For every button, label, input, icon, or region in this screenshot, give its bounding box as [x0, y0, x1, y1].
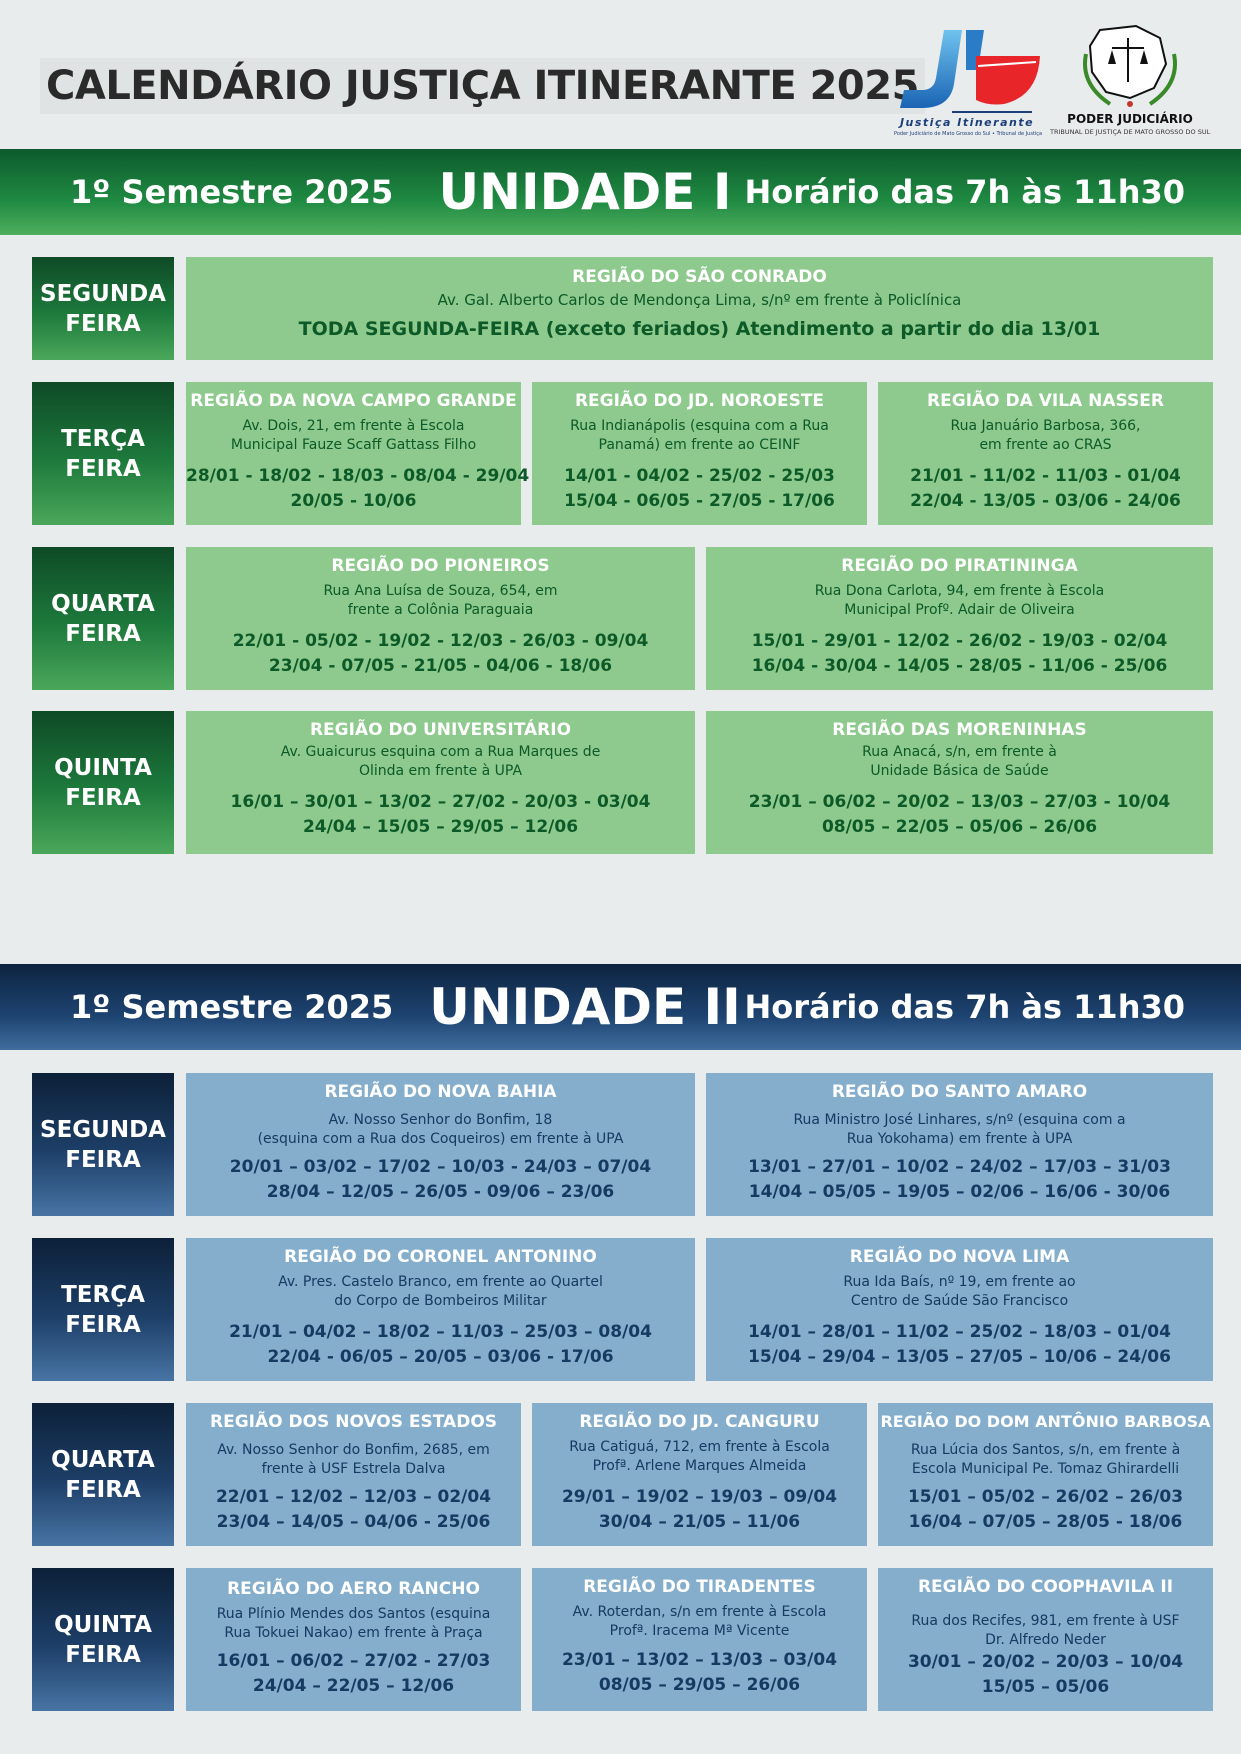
- address-line: Centro de Saúde São Francisco: [850, 1293, 1069, 1309]
- address-line: Av. Nosso Senhor do Bonfim, 18: [328, 1112, 553, 1128]
- unit2-day-tuesday: [32, 1238, 174, 1381]
- unit2-monday-region-2: [706, 1073, 1213, 1216]
- unit2-thursday-region-1: [186, 1568, 521, 1711]
- dates-line: 15/01 – 05/02 – 26/02 – 26/03: [907, 1487, 1184, 1507]
- justica-itinerante-logo: [892, 26, 1042, 142]
- unit2-tuesday-region-1: [186, 1238, 695, 1381]
- address-line: frente à USF Estrela Dalva: [261, 1461, 446, 1477]
- dates-line: 14/01 – 28/01 – 11/02 – 25/02 – 18/03 – 01/04: [748, 1322, 1171, 1342]
- unit2-day-monday: [32, 1073, 174, 1216]
- day-label: FEIRA: [65, 620, 141, 647]
- dates-line: 23/01 – 13/02 – 13/03 – 03/04: [561, 1650, 838, 1670]
- dates-line: 16/04 - 30/04 - 14/05 - 28/05 - 11/06 - 25/06: [751, 656, 1168, 676]
- unit2-day-thursday: [32, 1568, 174, 1711]
- address-line: Rua Tokuei Nakao) em frente à Praça: [224, 1625, 483, 1641]
- dates-line: 16/04 – 07/05 – 28/05 - 18/06: [908, 1512, 1183, 1532]
- dates-line: 14/04 – 05/05 – 19/05 – 02/06 – 16/06 - 30/06: [748, 1182, 1171, 1202]
- dates-line: 30/04 – 21/05 – 11/06: [598, 1512, 801, 1532]
- ji-logo-subtitle: Poder Judiciário de Mato Grosso do Sul • Tribunal de Justiça: [894, 131, 1043, 137]
- region-name: REGIÃO DOS NOVOS ESTADOS: [209, 1412, 498, 1432]
- dates-line: 20/01 – 03/02 – 17/02 – 10/03 - 24/03 – 07/04: [229, 1157, 652, 1177]
- unit1-title: UNIDADE I: [438, 163, 732, 221]
- unit1-thursday-region-1: [186, 711, 695, 854]
- address-line: Rua Yokohama) em frente à UPA: [846, 1131, 1073, 1147]
- unit1-day-wednesday: [32, 547, 174, 690]
- unit2-wednesday-region-1: [186, 1403, 521, 1546]
- unit1-day-thursday: [32, 711, 174, 854]
- region-name: REGIÃO DA NOVA CAMPO GRANDE: [190, 391, 517, 411]
- unit2-banner: [0, 964, 1241, 1050]
- day-label: FEIRA: [65, 310, 141, 337]
- region-name: REGIÃO DO PIRATININGA: [841, 556, 1078, 576]
- address-line: do Corpo de Bombeiros Militar: [334, 1293, 547, 1309]
- region-note: TODA SEGUNDA-FEIRA (exceto feriados) Atendimento a partir do dia 13/01: [298, 318, 1101, 340]
- region-name: REGIÃO DO NOVA BAHIA: [324, 1082, 557, 1102]
- unit2-thursday-region-3: [878, 1568, 1213, 1711]
- address-line: Dr. Alfredo Neder: [985, 1632, 1106, 1648]
- region-name: REGIÃO DA VILA NASSER: [927, 391, 1164, 411]
- unit1-banner: [0, 149, 1241, 235]
- dates-line: 16/01 – 06/02 – 27/02 - 27/03: [216, 1651, 491, 1671]
- dates-line: 16/01 – 30/01 – 13/02 – 27/02 - 20/03 - 03/04: [230, 792, 651, 812]
- ji-logo-icon: [892, 26, 1042, 116]
- region-address: Av. Gal. Alberto Carlos de Mendonça Lima, s/nº em frente à Policlínica: [437, 291, 962, 309]
- address-line: Rua Plínio Mendes dos Santos (esquina: [216, 1606, 491, 1622]
- pj-logo-name: PODER JUDICIÁRIO: [1067, 112, 1193, 126]
- address-line: Rua Lúcia dos Santos, s/n, em frente à: [910, 1442, 1181, 1458]
- poder-judiciario-logo: [1050, 24, 1210, 144]
- dates-line: 29/01 – 19/02 – 19/03 – 09/04: [561, 1487, 838, 1507]
- unit1-wednesday-region-2: [706, 547, 1213, 690]
- region-name: REGIÃO DO AERO RANCHO: [227, 1579, 480, 1599]
- address-line: Rua Ida Baís, nº 19, em frente ao: [843, 1274, 1076, 1290]
- address-line: Rua Anacá, s/n, em frente à: [862, 744, 1057, 760]
- address-line: Rua Dona Carlota, 94, em frente à Escola: [814, 583, 1105, 599]
- dates-line: 24/04 – 22/05 – 12/06: [252, 1676, 455, 1696]
- address-line: Unidade Básica de Saúde: [870, 763, 1049, 779]
- dates-line: 23/04 – 14/05 – 04/06 - 25/06: [216, 1512, 491, 1532]
- address-line: Municipal Profº. Adair de Oliveira: [844, 602, 1075, 618]
- day-label: FEIRA: [65, 1146, 141, 1173]
- address-line: Rua Catiguá, 712, em frente à Escola: [569, 1439, 830, 1455]
- page-title: CALENDÁRIO JUSTIÇA ITINERANTE 2025: [40, 58, 925, 114]
- unit2-title: UNIDADE II: [429, 978, 741, 1036]
- unit1-thursday-region-2: [706, 711, 1213, 854]
- day-label: FEIRA: [65, 784, 141, 811]
- address-line: Av. Roterdan, s/n em frente à Escola: [572, 1604, 827, 1620]
- unit2-semester: 1º Semestre 2025: [70, 988, 394, 1026]
- unit2-wednesday-region-2: [532, 1403, 867, 1546]
- address-line: Rua Indianápolis (esquina com a Rua: [570, 418, 829, 434]
- day-label: QUINTA: [54, 1611, 152, 1638]
- region-name: REGIÃO DO NOVA LIMA: [849, 1247, 1070, 1267]
- address-line: Municipal Fauze Scaff Gattass Filho: [230, 437, 477, 453]
- address-line: Rua Januário Barbosa, 366,: [950, 418, 1141, 434]
- address-line: Olinda em frente à UPA: [358, 763, 523, 779]
- region-name: REGIÃO DO SÃO CONRADO: [572, 267, 827, 287]
- dates-line: 28/04 – 12/05 – 26/05 - 09/06 – 23/06: [266, 1182, 615, 1202]
- unit1-day-tuesday: [32, 382, 174, 525]
- dates-line: 15/04 – 29/04 – 13/05 – 27/05 – 10/06 – 24/06: [748, 1347, 1171, 1367]
- day-label: SEGUNDA: [40, 1116, 166, 1143]
- region-name: REGIÃO DO CORONEL ANTONINO: [284, 1247, 597, 1267]
- unit1-day-monday: [32, 257, 174, 360]
- region-name: REGIÃO DO TIRADENTES: [583, 1577, 816, 1597]
- unit1-wednesday-region-1: [186, 547, 695, 690]
- address-line: Panamá) em frente ao CEINF: [598, 437, 801, 453]
- unit2-tuesday-region-2: [706, 1238, 1213, 1381]
- unit2-monday-region-1: [186, 1073, 695, 1216]
- address-line: Rua Ana Luísa de Souza, 654, em: [323, 583, 558, 599]
- dates-line: 22/04 - 13/05 - 03/06 - 24/06: [910, 491, 1181, 511]
- dates-line: 23/01 – 06/02 – 20/02 – 13/03 – 27/03 - 10/04: [748, 792, 1171, 812]
- dates-line: 15/05 – 05/06: [981, 1677, 1110, 1697]
- day-label: TERÇA: [61, 425, 145, 452]
- dates-line: 30/01 – 20/02 – 20/03 – 10/04: [907, 1652, 1184, 1672]
- dates-line: 24/04 – 15/05 – 29/05 – 12/06: [302, 817, 579, 837]
- dates-line: 22/04 - 06/05 – 20/05 – 03/06 - 17/06: [267, 1347, 614, 1367]
- address-line: em frente ao CRAS: [979, 437, 1112, 453]
- unit2-day-wednesday: [32, 1403, 174, 1546]
- region-name: REGIÃO DO DOM ANTÔNIO BARBOSA: [880, 1412, 1211, 1431]
- pj-logo-subtitle: TRIBUNAL DE JUSTIÇA DE MATO GROSSO DO SUL: [1050, 128, 1211, 136]
- unit2-wednesday-region-3: [878, 1403, 1213, 1546]
- dates-line: 21/01 – 04/02 – 18/02 – 11/03 – 25/03 – 08/04: [229, 1322, 652, 1342]
- dates-line: 14/01 - 04/02 - 25/02 - 25/03: [564, 466, 835, 486]
- address-line: Av. Guaicurus esquina com a Rua Marques de: [280, 744, 601, 760]
- address-line: Rua Ministro José Linhares, s/nº (esquina com a: [793, 1112, 1126, 1128]
- unit1-tuesday-region-3: [878, 382, 1213, 525]
- address-line: Av. Pres. Castelo Branco, em frente ao Quartel: [278, 1274, 603, 1290]
- unit1-tuesday-region-2: [532, 382, 867, 525]
- unit1-hours: Horário das 7h às 11h30: [744, 173, 1185, 211]
- dates-line: 15/01 - 29/01 - 12/02 - 26/02 - 19/03 - 02/04: [751, 631, 1168, 651]
- region-name: REGIÃO DO SANTO AMARO: [831, 1082, 1088, 1102]
- coat-of-arms-icon: [1050, 24, 1210, 112]
- day-label: FEIRA: [65, 1476, 141, 1503]
- address-line: Av. Dois, 21, em frente à Escola: [242, 418, 465, 434]
- day-label: FEIRA: [65, 455, 141, 482]
- address-line: Profª. Iracema Mª Vicente: [609, 1623, 790, 1639]
- region-name: REGIÃO DO JD. CANGURU: [579, 1412, 820, 1432]
- dates-line: 15/04 - 06/05 - 27/05 - 17/06: [564, 491, 835, 511]
- day-label: SEGUNDA: [40, 280, 166, 307]
- day-label: QUARTA: [51, 590, 155, 617]
- day-label: TERÇA: [61, 1281, 145, 1308]
- region-name: REGIÃO DAS MORENINHAS: [832, 720, 1087, 740]
- address-line: (esquina com a Rua dos Coqueiros) em frente à UPA: [257, 1131, 624, 1147]
- region-name: REGIÃO DO JD. NOROESTE: [574, 391, 825, 411]
- ji-logo-name: Justiça Itinerante: [899, 116, 1035, 129]
- day-label: FEIRA: [65, 1641, 141, 1668]
- address-line: frente a Colônia Paraguaia: [347, 602, 534, 618]
- region-name: REGIÃO DO UNIVERSITÁRIO: [309, 720, 572, 740]
- address-line: Av. Nosso Senhor do Bonfim, 2685, em: [217, 1442, 490, 1458]
- unit1-tuesday-region-1: [186, 382, 530, 525]
- dates-line: 28/01 - 18/02 - 18/03 - 08/04 - 29/04: [186, 466, 530, 486]
- dates-line: 21/01 - 11/02 - 11/03 - 01/04: [910, 466, 1181, 486]
- day-label: QUARTA: [51, 1446, 155, 1473]
- address-line: Escola Municipal Pe. Tomaz Ghirardelli: [911, 1461, 1180, 1477]
- dates-line: 08/05 – 22/05 – 05/06 – 26/06: [821, 817, 1098, 837]
- dates-line: 22/01 – 12/02 – 12/03 – 02/04: [215, 1487, 492, 1507]
- dates-line: 22/01 - 05/02 - 19/02 - 12/03 - 26/03 - 09/04: [232, 631, 649, 651]
- unit2-hours: Horário das 7h às 11h30: [744, 988, 1185, 1026]
- dates-line: 23/04 - 07/05 - 21/05 - 04/06 - 18/06: [268, 656, 613, 676]
- day-label: QUINTA: [54, 754, 152, 781]
- unit1-semester: 1º Semestre 2025: [70, 173, 394, 211]
- address-line: Rua dos Recifes, 981, em frente à USF: [911, 1613, 1180, 1629]
- dates-line: 13/01 – 27/01 – 10/02 – 24/02 – 17/03 – 31/03: [748, 1157, 1171, 1177]
- address-line: Profª. Arlene Marques Almeida: [592, 1458, 807, 1474]
- region-name: REGIÃO DO COOPHAVILA II: [917, 1577, 1174, 1597]
- unit2-thursday-region-2: [532, 1568, 867, 1711]
- dates-line: 08/05 – 29/05 – 26/06: [598, 1675, 801, 1695]
- dates-line: 20/05 - 10/06: [290, 491, 417, 511]
- day-label: FEIRA: [65, 1311, 141, 1338]
- unit1-monday-region: [186, 257, 1213, 360]
- region-name: REGIÃO DO PIONEIROS: [331, 556, 550, 576]
